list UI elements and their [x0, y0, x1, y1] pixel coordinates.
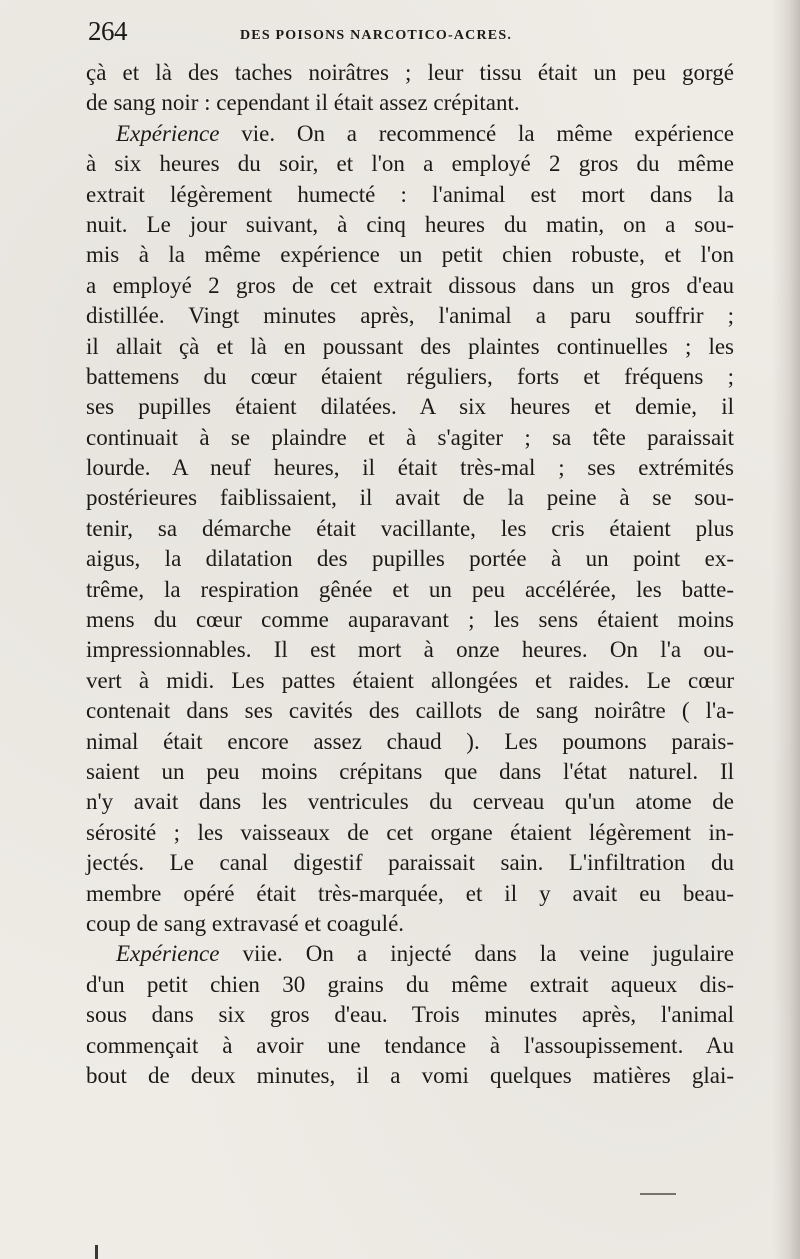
text-line: trême, la respiration gênée et un peu accélérée, les batte-	[86, 576, 734, 602]
text-line: coup de sang extravasé et coagulé.	[86, 910, 405, 936]
text-line: nuit. Le jour suivant, à cinq heures du matin, on a sou-	[86, 211, 734, 237]
running-head: DES POISONS NARCOTICO-ACRES.	[240, 28, 513, 43]
text-line: Expérience viie. On a injecté dans la veine jugulaire	[116, 941, 734, 967]
text-line: contenait dans ses cavités des caillots de sang noirâtre ( l'a-	[86, 698, 734, 724]
body-text	[86, 58, 734, 1091]
text-line: bout de deux minutes, il a vomi quelques matières glai-	[86, 1062, 734, 1088]
text-line: distillée. Vingt minutes après, l'animal a paru souffrir ;	[86, 303, 734, 329]
text-line: sérosité ; les vaisseaux de cet organe étaient légèrement in-	[86, 819, 734, 845]
text-line: a employé 2 gros de cet extrait dissous dans un gros d'eau	[86, 272, 734, 298]
text-line: mens du cœur comme auparavant ; les sens étaient moins	[86, 607, 734, 633]
text-line: jectés. Le canal digestif paraissait sain. L'infiltration du	[86, 850, 734, 876]
text-line: nimal était encore assez chaud ). Les poumons parais-	[86, 728, 734, 754]
text-line: n'y avait dans les ventricules du cerveau qu'un atome de	[86, 789, 734, 815]
text-line: postérieures faiblissaient, il avait de la peine à se sou-	[86, 485, 734, 511]
text-line: tenir, sa démarche était vacillante, les cris étaient plus	[86, 515, 734, 541]
page-header	[88, 16, 728, 52]
text-line: vert à midi. Les pattes étaient allongées et raides. Le cœur	[86, 667, 734, 693]
page-edge-shadow	[772, 0, 800, 1259]
text-line: Expérience vie. On a recommencé la même expérience	[116, 120, 734, 146]
text-line: extrait légèrement humecté : l'animal est mort dans la	[86, 181, 734, 207]
text-line: sous dans six gros d'eau. Trois minutes après, l'animal	[86, 1002, 734, 1028]
text-line: continuait à se plaindre et à s'agiter ; sa tête paraissait	[86, 424, 734, 450]
text-line: d'un petit chien 30 grains du même extrait aqueux dis-	[86, 971, 734, 997]
ink-mark	[640, 1193, 676, 1195]
text-line: impressionnables. Il est mort à onze heures. On l'a ou-	[86, 637, 734, 663]
text-line: aigus, la dilatation des pupilles portée à un point ex-	[86, 546, 734, 572]
scan-artifact	[95, 1245, 98, 1259]
text-line: saient un peu moins crépitans que dans l'état naturel. Il	[86, 758, 734, 784]
text-line: il allait çà et là en poussant des plaintes continuelles ; les	[86, 333, 734, 359]
text-line: à six heures du soir, et l'on a employé 2 gros du même	[86, 151, 734, 177]
text-line: membre opéré était très-marquée, et il y avait eu beau-	[86, 880, 734, 906]
text-line: de sang noir : cependant il était assez crépitant.	[86, 90, 520, 116]
text-line: ses pupilles étaient dilatées. A six heures et demie, il	[86, 394, 734, 420]
text-line: commençait à avoir une tendance à l'assoupissement. Au	[86, 1032, 734, 1058]
text-line: battemens du cœur étaient réguliers, forts et fréquens ;	[86, 363, 734, 389]
text-line: mis à la même expérience un petit chien robuste, et l'on	[86, 242, 734, 268]
page-number: 264	[88, 16, 127, 46]
text-line: lourde. A neuf heures, il était très-mal ; ses extrémités	[86, 455, 734, 481]
text-line: çà et là des taches noirâtres ; leur tissu était un peu gorgé	[86, 60, 734, 85]
